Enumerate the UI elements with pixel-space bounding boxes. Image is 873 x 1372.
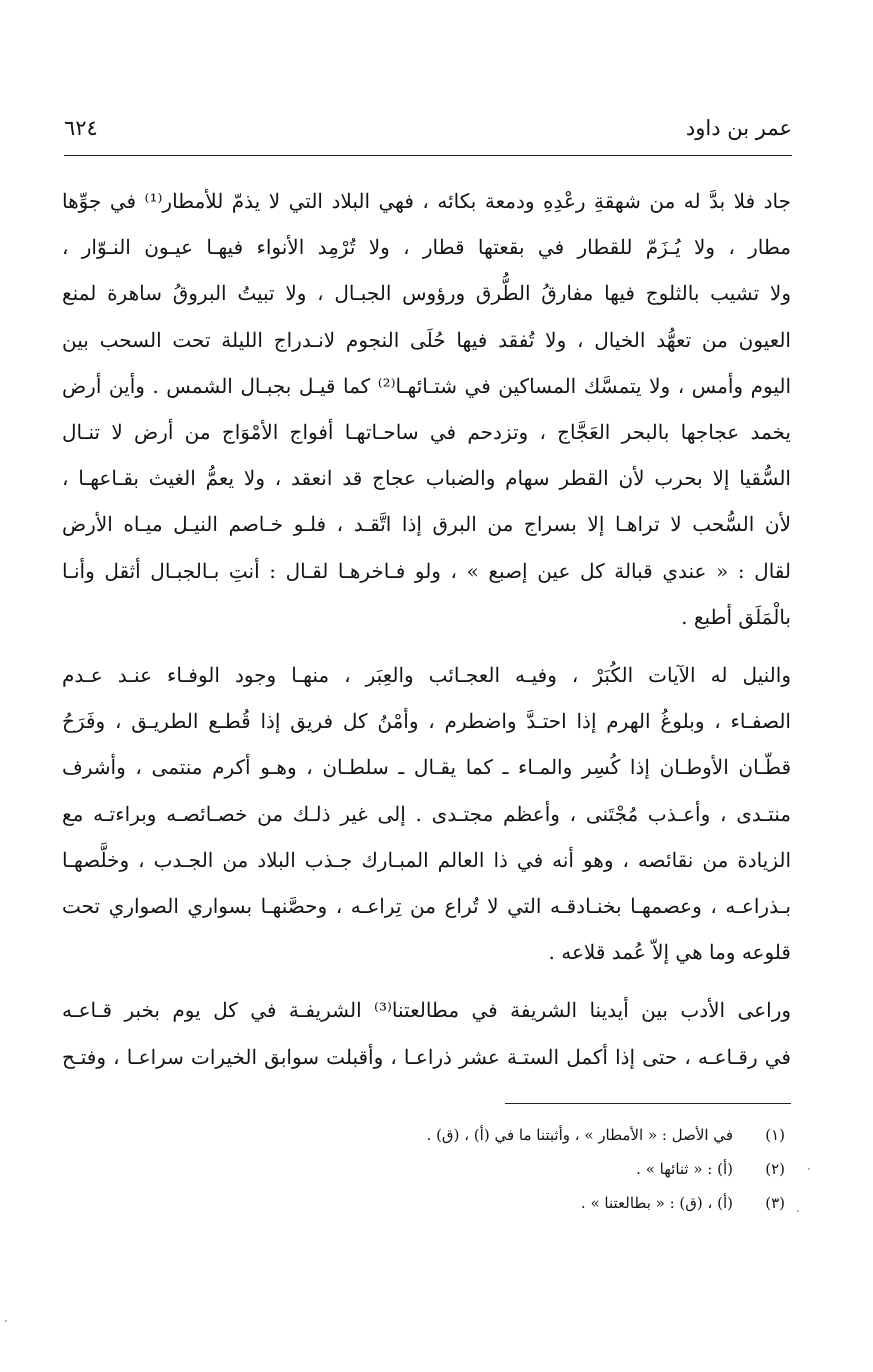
footnote xyxy=(200,1118,785,1152)
footnote-number: (٣) xyxy=(765,1194,785,1212)
footnote xyxy=(200,1152,785,1186)
running-title: عمر بن داود xyxy=(685,116,792,140)
text-line: قلوعه وما هي إلاّ عُمد قلاعه . xyxy=(548,940,791,965)
scan-speck xyxy=(797,1210,799,1212)
header-rule xyxy=(64,155,792,156)
text-line: بالْمَلَق أطبع . xyxy=(681,604,791,629)
paragraph xyxy=(62,652,791,975)
text-line: الصفـاء ، وبلوغُ الهرم إذا احتـدَّ واضطرم ، وأمْنُ كل فريق إذا قُطـع الطريـق ، وفَرَحُ xyxy=(62,709,791,734)
text-line: جاد فلا بدَّ له من شهقةِ رعْدِهِ ودمعة بكائه ، فهي البلاد التي لا يذمّ للأمطار⁽¹⁾ في جوِّها xyxy=(62,189,791,213)
text-line: السُّقيا إلا بحرب لأن القطر سهام والضباب عجاج قد انعقد ، ولا يعمُّ الغيث بقـاعهـا ، xyxy=(62,466,791,491)
text-line: اليوم وأمس ، ولا يتمسَّك المساكين في شتـائهـا⁽²⁾ كما قيـل بجبـال الشمس . وأين أرض xyxy=(62,373,792,398)
footnote-number: (١) xyxy=(765,1126,785,1144)
footnote-rule xyxy=(505,1103,791,1104)
footnotes xyxy=(200,1118,785,1220)
paragraph xyxy=(62,178,791,640)
text-line: الزيادة من نقائصه ، وهو أنه في ذا العالم المبـارك جـذب البلاد من الجـدب ، وخلَّصهـا xyxy=(62,847,791,872)
footnote-text: (أ) : « ثنائها » . xyxy=(636,1160,733,1178)
text-line: العيون من تعهُّد الخيال ، ولا تُفقد فيها حُلَى النجوم لانـدراج الليلة تحت السحب بين xyxy=(62,327,791,352)
text-line: في رقـاعـه ، حتى إذا أكمل الستـة عشر ذراعـا ، وأقبلت سوابق الخيرات سراعـا ، وفتـح xyxy=(62,1044,791,1069)
footnote-text: (أ) ، (ق) : « بطالعتنا » . xyxy=(580,1194,733,1212)
text-line: ولا تشيب بالثلوج فيها مفارقُ الطُّرق ورؤوس الجبـال ، ولا تبيتُ البروقُ ساهرة لمنع xyxy=(62,281,791,306)
text-line: يخمد عجاجها بالبحر العَجَّاج ، وتزدحم في ساحـاتهـا أفواج الأمْوَاج من أرض لا تنـال xyxy=(62,420,791,445)
paragraph xyxy=(62,987,791,1079)
text-line: لقال : « عندي قبالة كل عين إصبع » ، ولو فـاخرهـا لقـال : أنتِ بـالجبـال أثقل وأنـا xyxy=(62,558,792,583)
running-header xyxy=(64,110,792,152)
text-line: بـذراعـه ، وعصمهـا بخنـادقـه التي لا تُراع من تِراعـه ، وحصَّنهـا بسواري الصواري تحت xyxy=(62,894,791,919)
page-number: ٦٢٤ xyxy=(64,116,98,140)
text-line: والنيل له الآيات الكُبَرْ ، وفيـه العجـائب والعِبَر ، منهـا وجود الوفـاء عنـد عـدم xyxy=(62,663,791,688)
text-line: لأن السُّحب لا تراهـا إلا بسراج من البرق إذا اتَّقـد ، فلـو خـاصم النيـل ميـاه الأرض xyxy=(62,512,791,537)
footnote xyxy=(200,1186,785,1220)
footnote-number: (٢) xyxy=(765,1160,785,1178)
text-line: قطّـان الأوطـان إذا كُسِر والمـاء ـ كما يقـال ـ سلطـان ، وهـو أكرم منتمى ، وأشرف xyxy=(62,755,792,780)
scan-speck xyxy=(5,1320,7,1322)
text-line: منتـدى ، وأعـذب مُجْتَنى ، وأعظم مجتـدى . إلى غير ذلـك من خصـائصـه وبراءتـه مع xyxy=(62,801,791,826)
scan-speck xyxy=(808,1168,810,1170)
text-line: مطار ، ولا يُـزَمّ للقطار في بقعتها قطار ، ولا تُرْمِد الأنواء فيهـا عيـون النـوّار ، xyxy=(62,235,792,260)
footnote-text: في الأصل : « الأمطار » ، وأثبتنا ما في (أ) ، (ق) . xyxy=(426,1126,733,1144)
main-text xyxy=(62,178,791,1080)
text-line: وراعى الأدب بين أيدينا الشريفة في مطالعتنا⁽³⁾ الشريفـة في كل يوم بخبر قـاعـه xyxy=(62,998,792,1023)
